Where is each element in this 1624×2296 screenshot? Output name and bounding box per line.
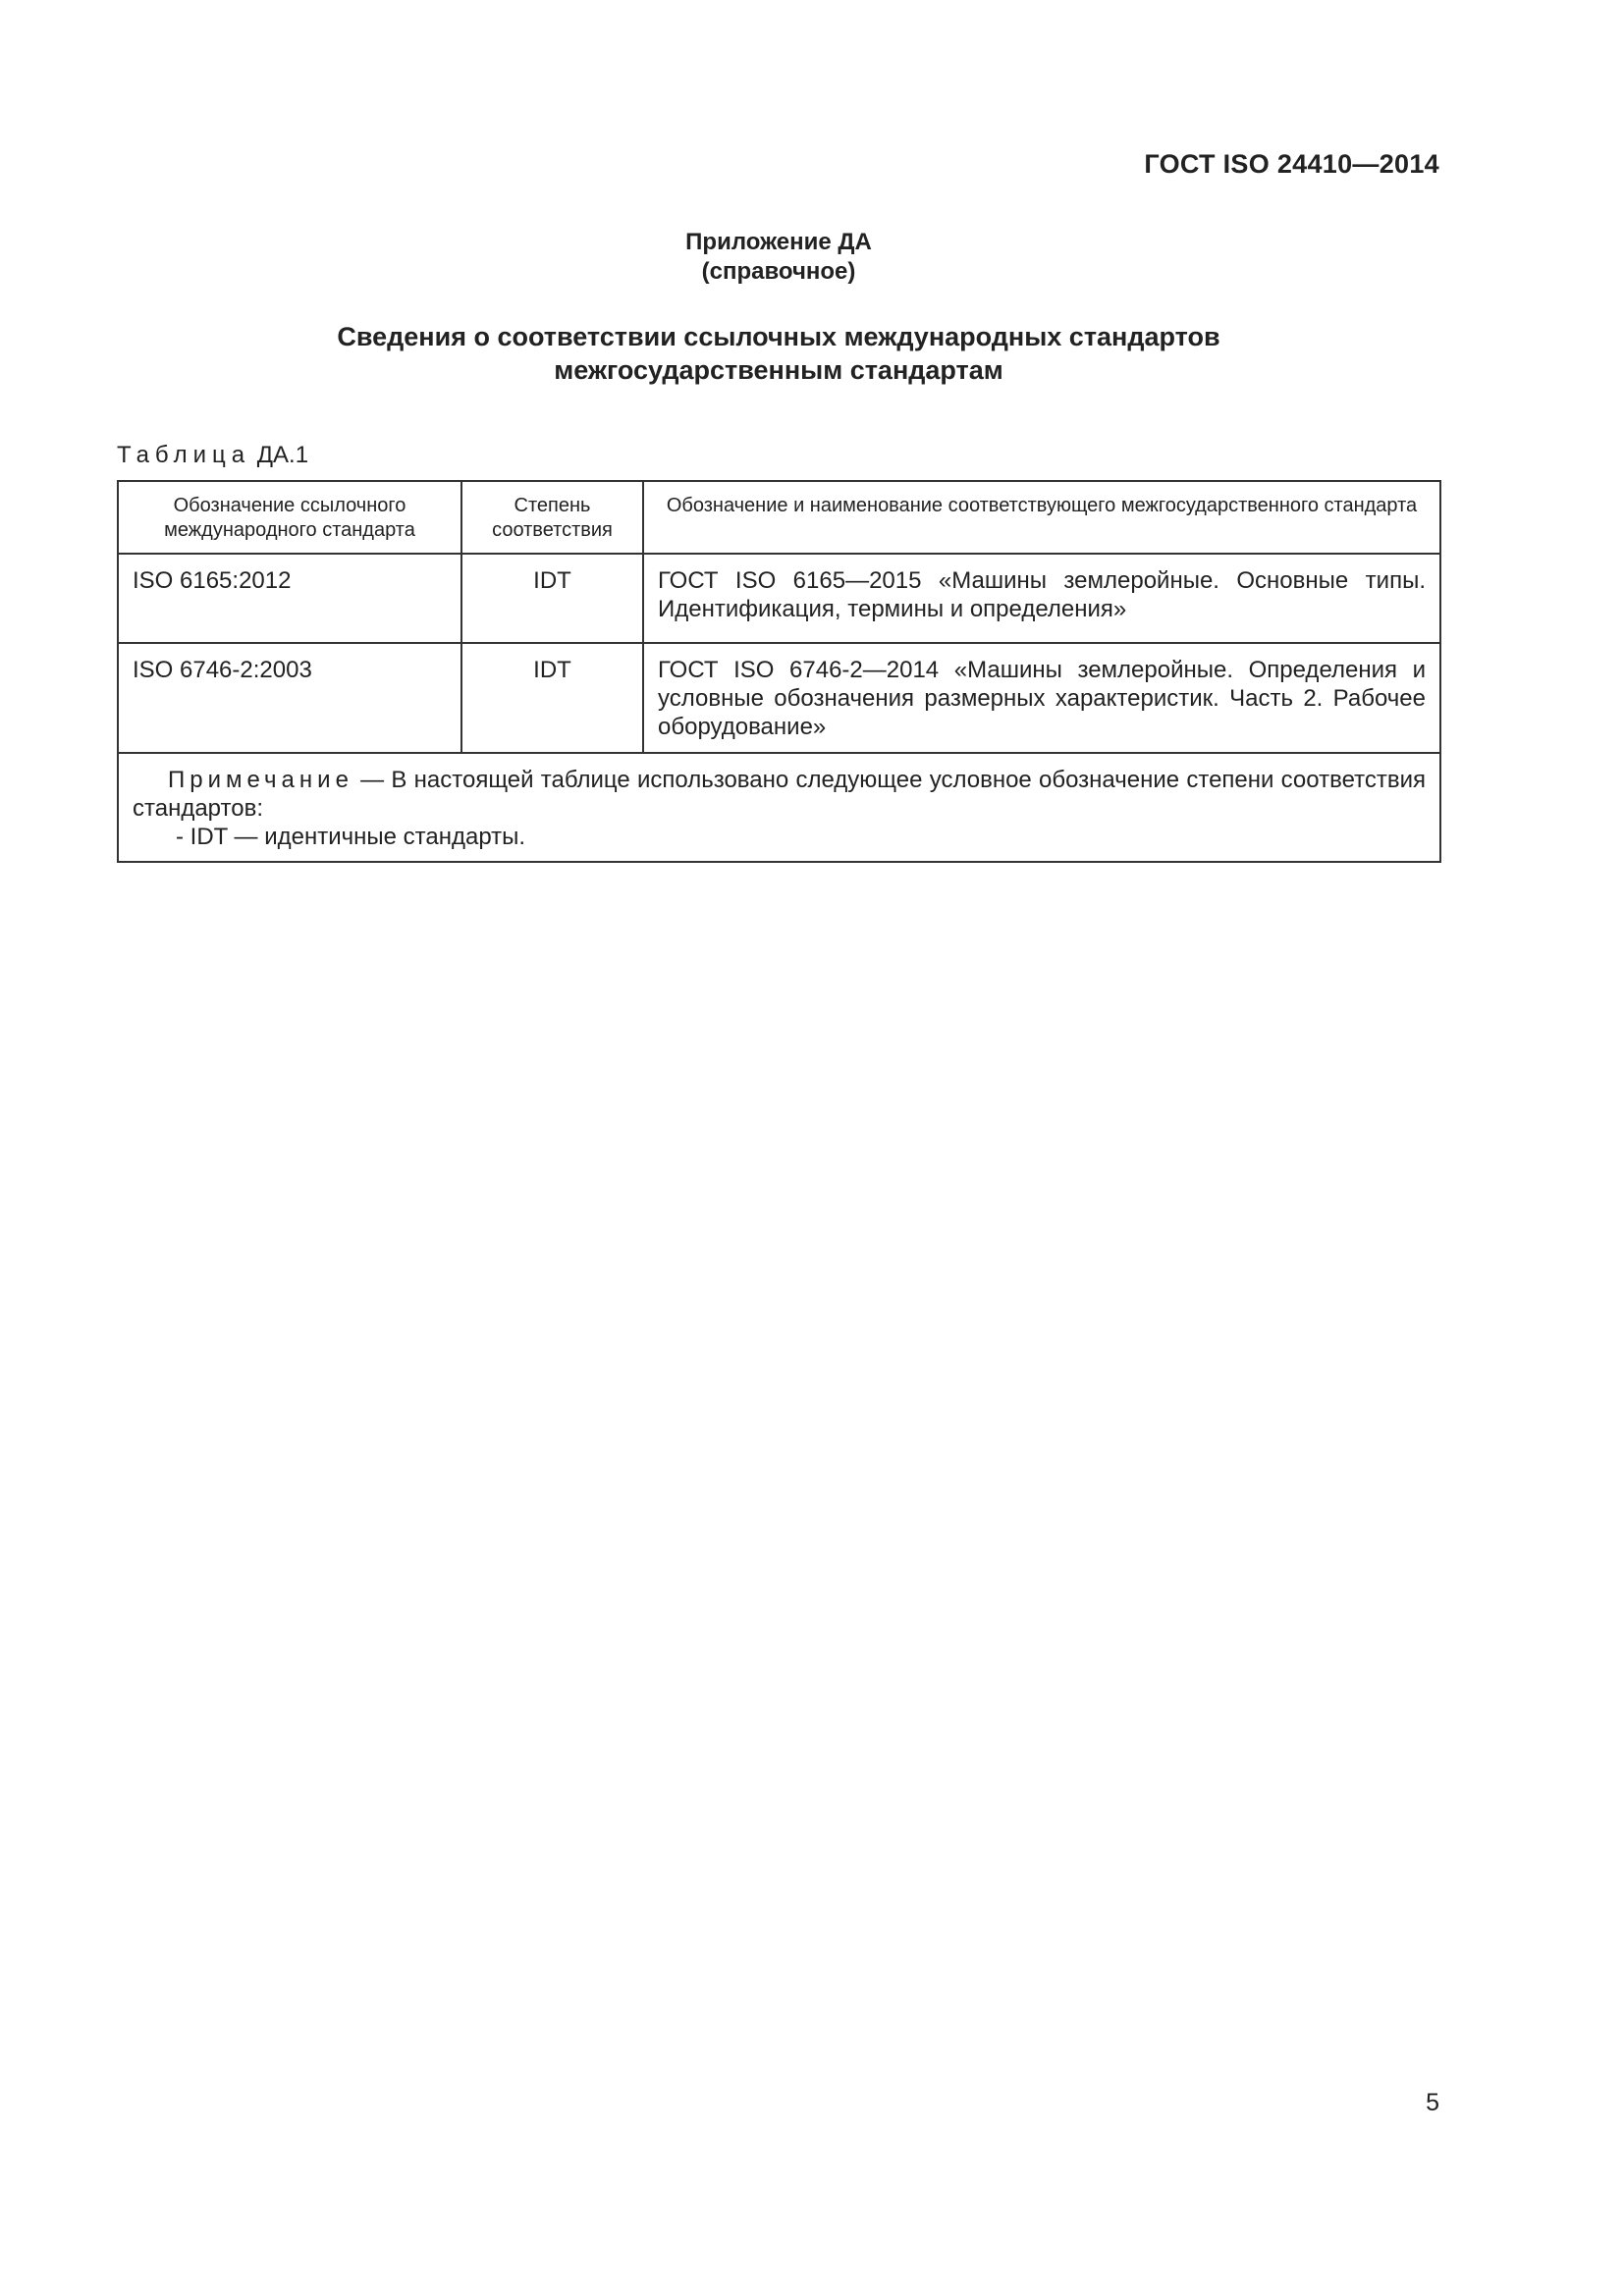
note-body: — В настоящей таблице использовано следующее условное обозначение степени соответствия стандартов:	[133, 767, 1426, 822]
section-title	[0, 320, 1557, 387]
cell-degree: IDT	[461, 643, 643, 753]
table-row	[118, 554, 1440, 643]
table-row	[118, 643, 1440, 753]
note-label: Примечание	[168, 767, 353, 793]
section-title-line-1: Сведения о соответствии ссылочных международных стандартов	[337, 322, 1220, 351]
table-note-row	[118, 753, 1440, 862]
column-header-degree: Степень соответствия	[461, 481, 643, 554]
section-title-line-2: межгосударственным стандартам	[554, 355, 1003, 385]
annex-kind: (справочное)	[701, 258, 856, 285]
table-label-word: Таблица	[117, 442, 251, 468]
note-item: - IDT — идентичные стандарты.	[176, 824, 526, 850]
annex-heading	[0, 228, 1557, 287]
table-note	[118, 753, 1440, 862]
page-number: 5	[1426, 2089, 1439, 2116]
correspondence-table	[117, 480, 1441, 863]
cell-standard: ГОСТ ISO 6165—2015 «Машины землеройные. Основные типы. Идентификация, термины и определения»	[643, 554, 1440, 643]
cell-standard: ГОСТ ISO 6746-2—2014 «Машины землеройные. Определения и условные обозначения размерных характеристик. Часть 2. Рабочее оборудование»	[643, 643, 1440, 753]
document-code: ГОСТ ISO 24410—2014	[1144, 149, 1439, 179]
table-label-number: ДА.1	[256, 442, 309, 468]
cell-reference: ISO 6746-2:2003	[118, 643, 461, 753]
table-header-row	[118, 481, 1440, 554]
cell-degree: IDT	[461, 554, 643, 643]
column-header-standard: Обозначение и наименование соответствующего межгосударственного стандарта	[643, 481, 1440, 554]
annex-title: Приложение ДА	[685, 229, 872, 255]
column-header-reference: Обозначение ссылочного международного стандарта	[118, 481, 461, 554]
cell-reference: ISO 6165:2012	[118, 554, 461, 643]
note-text	[133, 766, 1426, 823]
table-label	[117, 442, 308, 469]
